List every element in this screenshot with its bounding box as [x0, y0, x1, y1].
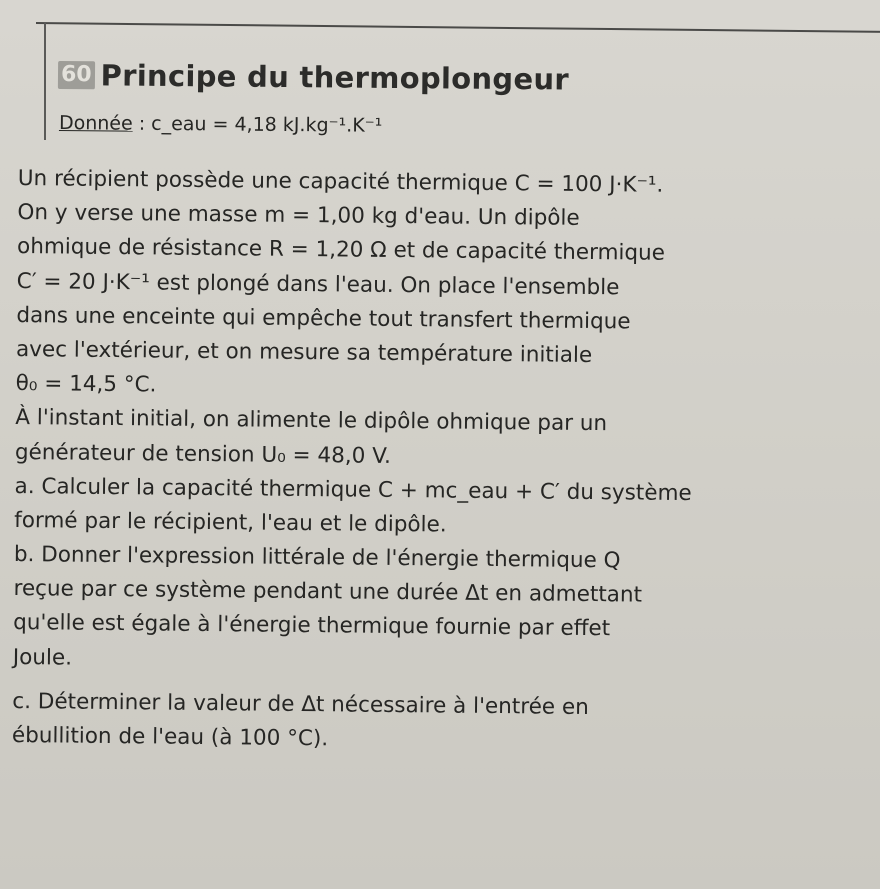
text-line-4: C′ = 20 J·K⁻¹ est plongé dans l'eau. On place l'ensemble: [16, 268, 620, 300]
text-line-5: dans une enceinte qui empêche tout transfert thermique: [16, 302, 631, 335]
question-a-line-1: a. Calculer la capacité thermique C + mc_eau + C′ du système: [14, 473, 692, 506]
text-line-3: ohmique de résistance R = 1,20 Ω et de capacité thermique: [16, 234, 666, 267]
question-b-line-1: b. Donner l'expression littérale de l'énergie thermique Q: [13, 542, 621, 574]
text-line-7: θ₀ = 14,5 °C.: [15, 371, 157, 398]
top-rule: [36, 22, 880, 33]
given-data-value: c_eau = 4,18 kJ.kg⁻¹.K⁻¹: [151, 112, 383, 137]
question-c-line-1: c. Déterminer la valeur de Δt nécessaire à l'entrée en: [12, 688, 589, 720]
question-b-line-4: Joule.: [12, 644, 73, 671]
exercise-number-badge: 60: [58, 61, 95, 89]
left-rule: [44, 22, 46, 140]
question-a-line-2: formé par le récipient, l'eau et le dipôle.: [14, 507, 447, 538]
text-line-1: Un récipient possède une capacité thermique C = 100 J·K⁻¹.: [17, 165, 664, 198]
given-data-label: Donnée: [58, 112, 133, 135]
text-line-2: On y verse une masse m = 1,00 kg d'eau. Un dipôle: [17, 200, 580, 232]
text-line-6: avec l'extérieur, et on mesure sa température initiale: [15, 336, 593, 368]
given-data-separator: :: [132, 112, 152, 135]
question-b-line-2: reçue par ce système pendant une durée Δt en admettant: [13, 576, 643, 608]
exercise-text: [12, 162, 868, 762]
given-data: [59, 112, 383, 137]
text-line-8: À l'instant initial, on alimente le dipôle ohmique par un: [15, 405, 608, 437]
text-line-9: générateur de tension U₀ = 48,0 V.: [14, 439, 392, 469]
exercise-header: [58, 58, 569, 96]
question-b-line-3: qu'elle est égale à l'énergie thermique fournie par effet: [13, 610, 611, 642]
question-c-line-2: ébullition de l'eau (à 100 °C).: [11, 722, 329, 752]
exercise-title: Principe du thermoplongeur: [100, 58, 570, 97]
